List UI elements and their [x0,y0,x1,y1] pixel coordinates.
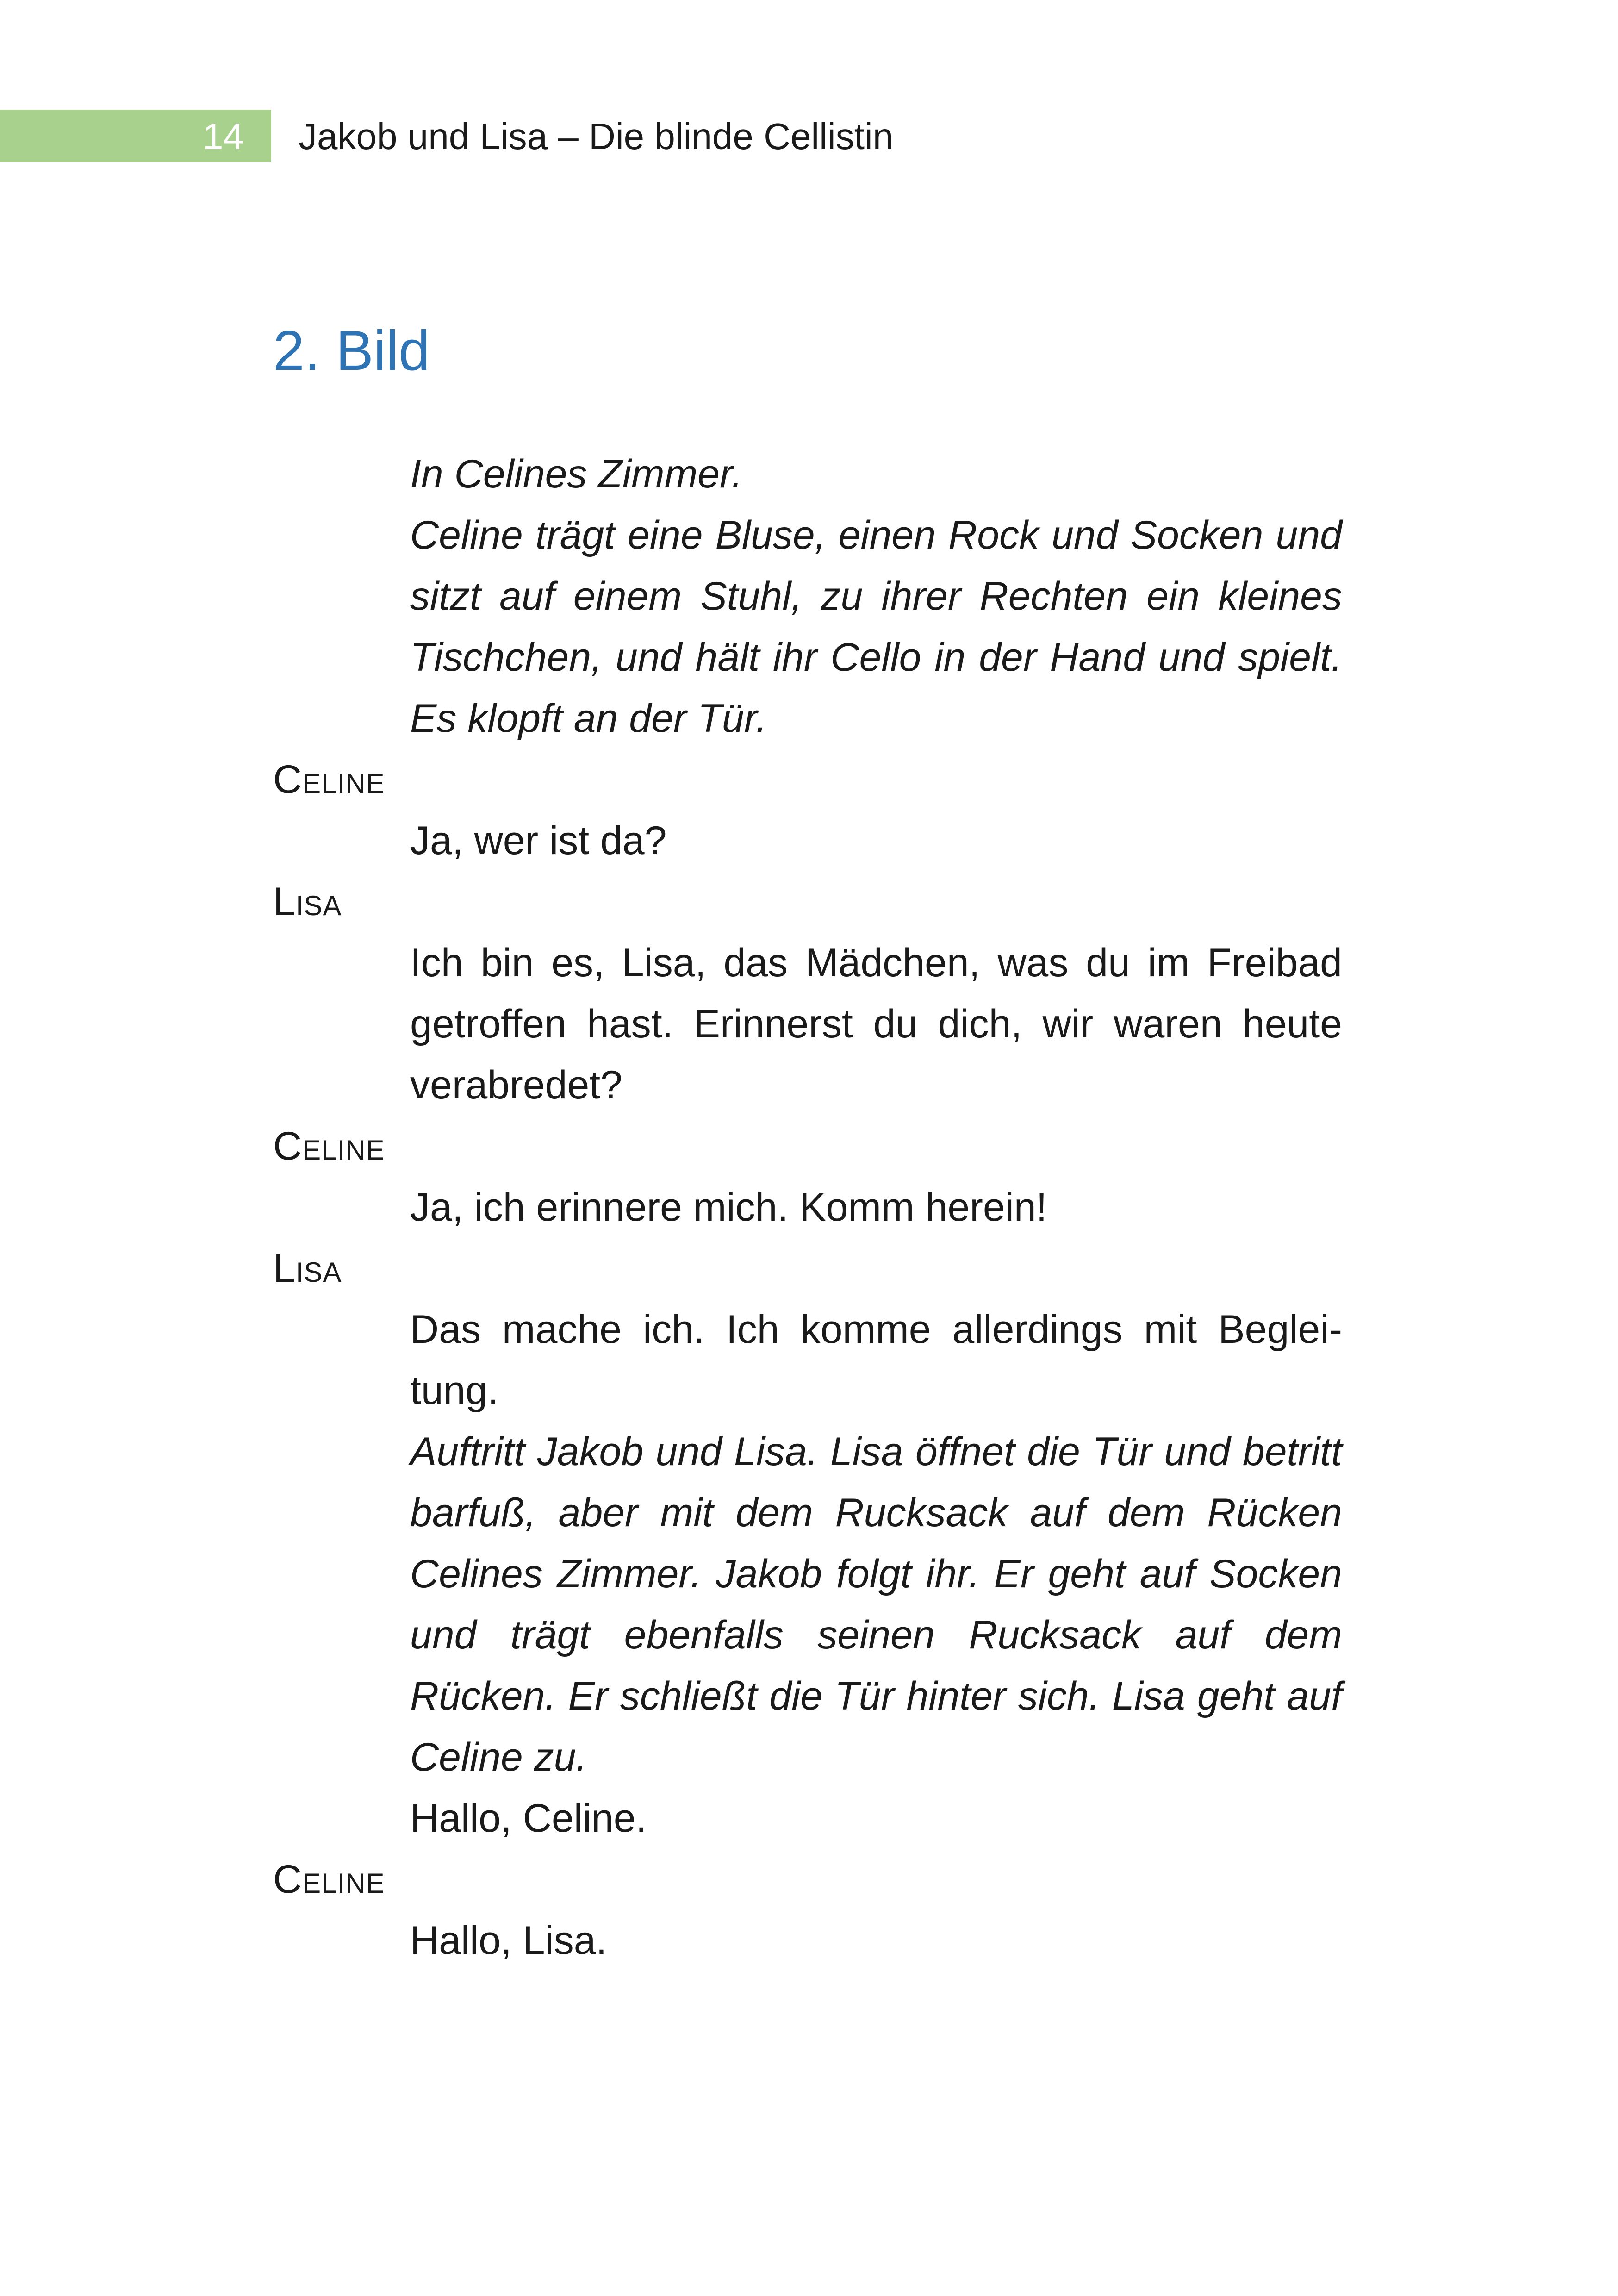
page-number: 14 [203,116,244,157]
speaker-name: Lisa [273,880,342,924]
speaker-name: Celine [273,757,385,802]
play-text [273,443,1342,1971]
stage-direction: Celine trägt eine Bluse, einen Rock und Socken und sitzt auf einem Stuhl, zu ihrer Rechten ein kleines Tischchen, und hält ihr Cello in der Hand und spielt. Es klopft an der Tür. [410,513,1342,741]
dialogue-line: Hallo, Celine. [410,1796,647,1841]
dialogue-line: Hallo, Lisa. [410,1918,607,1963]
running-title: Jakob und Lisa – Die blinde Cellistin [299,116,894,157]
speaker-name: Celine [273,1124,385,1168]
dialogue-line: Ja, ich erinnere mich. Komm herein! [410,1185,1047,1229]
stage-direction: In Celines Zimmer. [410,452,743,496]
speaker-name: Lisa [273,1246,342,1291]
dialogue-line: Ich bin es, Lisa, das Mädchen, was du im Freibad getroffen hast. Erinnerst du dich, wir waren heute verabredet? [410,941,1342,1107]
stage-direction: Auftritt Jakob und Lisa. Lisa öffnet die Tür und betritt barfuß, aber mit dem Rucksack auf dem Rücken Celines Zimmer. Jakob folgt ihr. Er geht auf Socken und trägt ebenfalls seinen Rucksack auf dem Rücken. Er schließt die Tür hinter sich. Lisa geht auf Celine zu. [410,1429,1342,1779]
dialogue-line: Das mache ich. Ich komme allerdings mit Beglei-tung. [410,1307,1342,1413]
dialogue-line: Ja, wer ist da? [410,818,667,863]
speaker-name: Celine [273,1857,385,1902]
scene-title: 2. Bild [273,318,430,382]
